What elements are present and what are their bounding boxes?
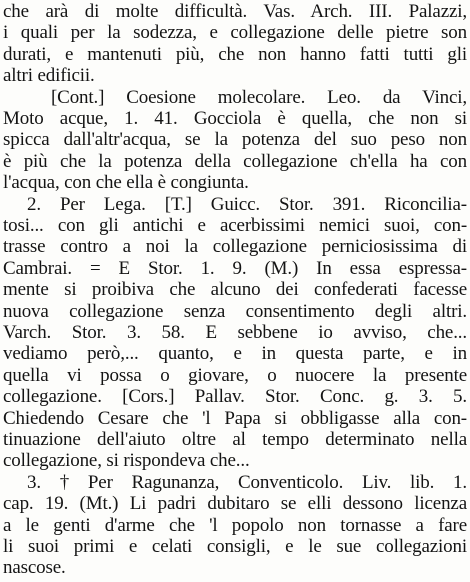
text-line-content: 3. † Per Ragunanza, Conventicolo. Liv. lib. 1. (27, 471, 467, 493)
text-line-content: collegazione. [Cors.] Pallav. Stor. Conc. g. 3. 5. (3, 386, 467, 408)
text-line (3, 535, 467, 559)
text-line-content: Cambrai. = E Stor. 1. 9. (M.) In essa espressa- (3, 257, 467, 279)
text-line-content: i quali per la sodezza, e collegazione delle pietre son (3, 22, 467, 44)
text-line-content: altri edificii. (3, 65, 95, 87)
text-line (3, 128, 467, 152)
text-line-content: trasse contro a noi la collegazione perniciosissima di (3, 236, 467, 258)
text-line (3, 556, 467, 580)
text-line (3, 21, 467, 45)
text-line (3, 214, 467, 238)
text-line (3, 64, 467, 88)
text-line-content: l'acqua, con che ella è congiunta. (3, 172, 249, 194)
text-line (3, 342, 467, 366)
text-line-content: [Cont.] Coesione molecolare. Leo. da Vinci, (51, 86, 467, 108)
text-line-content: li suoi primi e celati consigli, e le sue collegazioni (3, 536, 467, 557)
text-line (3, 300, 467, 324)
text-line-content: vediamo però,... quanto, e in questa parte, e in (3, 343, 467, 365)
text-line-content: durati, e mantenuti più, che non hanno fatti tutti gli (3, 43, 467, 65)
text-line-content: cap. 19. (Mt.) Li padri dubitaro se elli dessono licenza (3, 493, 467, 515)
text-line-content: Varch. Stor. 3. 58. E sebbene io avviso, che... (3, 322, 467, 343)
text-line (27, 471, 467, 495)
text-line (3, 428, 467, 452)
text-line (3, 0, 467, 24)
text-line-content: Moto acque, 1. 41. Gocciola è quella, che non si (3, 108, 467, 129)
text-line (3, 385, 467, 409)
text-line (3, 364, 467, 388)
text-line-content: Chiedendo Cesare che 'l Papa si obbligasse alla con- (3, 407, 467, 429)
text-line-content: collegazione, si rispondeva che... (3, 450, 250, 472)
text-line-content: 2. Per Lega. [T.] Guicc. Stor. 391. Riconcilia- (27, 193, 467, 215)
text-line (27, 193, 467, 217)
text-line (3, 321, 467, 345)
text-line-content: nascose. (3, 557, 66, 579)
text-line (3, 150, 467, 174)
text-line (3, 492, 467, 516)
text-line-content: nuova collegazione senza consentimento degli altri. (3, 300, 467, 322)
text-line (51, 86, 467, 110)
text-line (3, 407, 467, 431)
text-line (3, 107, 467, 131)
text-line (3, 514, 467, 538)
text-line (3, 235, 467, 259)
text-line-content: è più che la potenza della collegazione ch'ella ha con (3, 150, 467, 172)
text-line (3, 171, 467, 195)
text-line-content: tinuazione dell'aiuto oltre al tempo determinato nella (3, 429, 467, 450)
text-line (3, 43, 467, 67)
text-line-content: tosi... con gli antichi e acerbissimi nemici suoi, con- (3, 215, 467, 236)
text-line-content: mente si proibiva che alcuno dei confederati facesse (3, 279, 467, 301)
text-line-content: quella vi possa o giovare, o nuocere la presente (3, 364, 467, 386)
text-line (3, 449, 467, 473)
text-line (3, 257, 467, 281)
text-line-content: che arà di molte difficultà. Vas. Arch. III. Palazzi, (3, 1, 467, 22)
text-line (3, 278, 467, 302)
text-line-content: spicca dall'altr'acqua, se la potenza del suo peso non (3, 129, 467, 151)
text-line-content: a le genti d'arme che 'l popolo non tornasse a fare (3, 514, 467, 536)
